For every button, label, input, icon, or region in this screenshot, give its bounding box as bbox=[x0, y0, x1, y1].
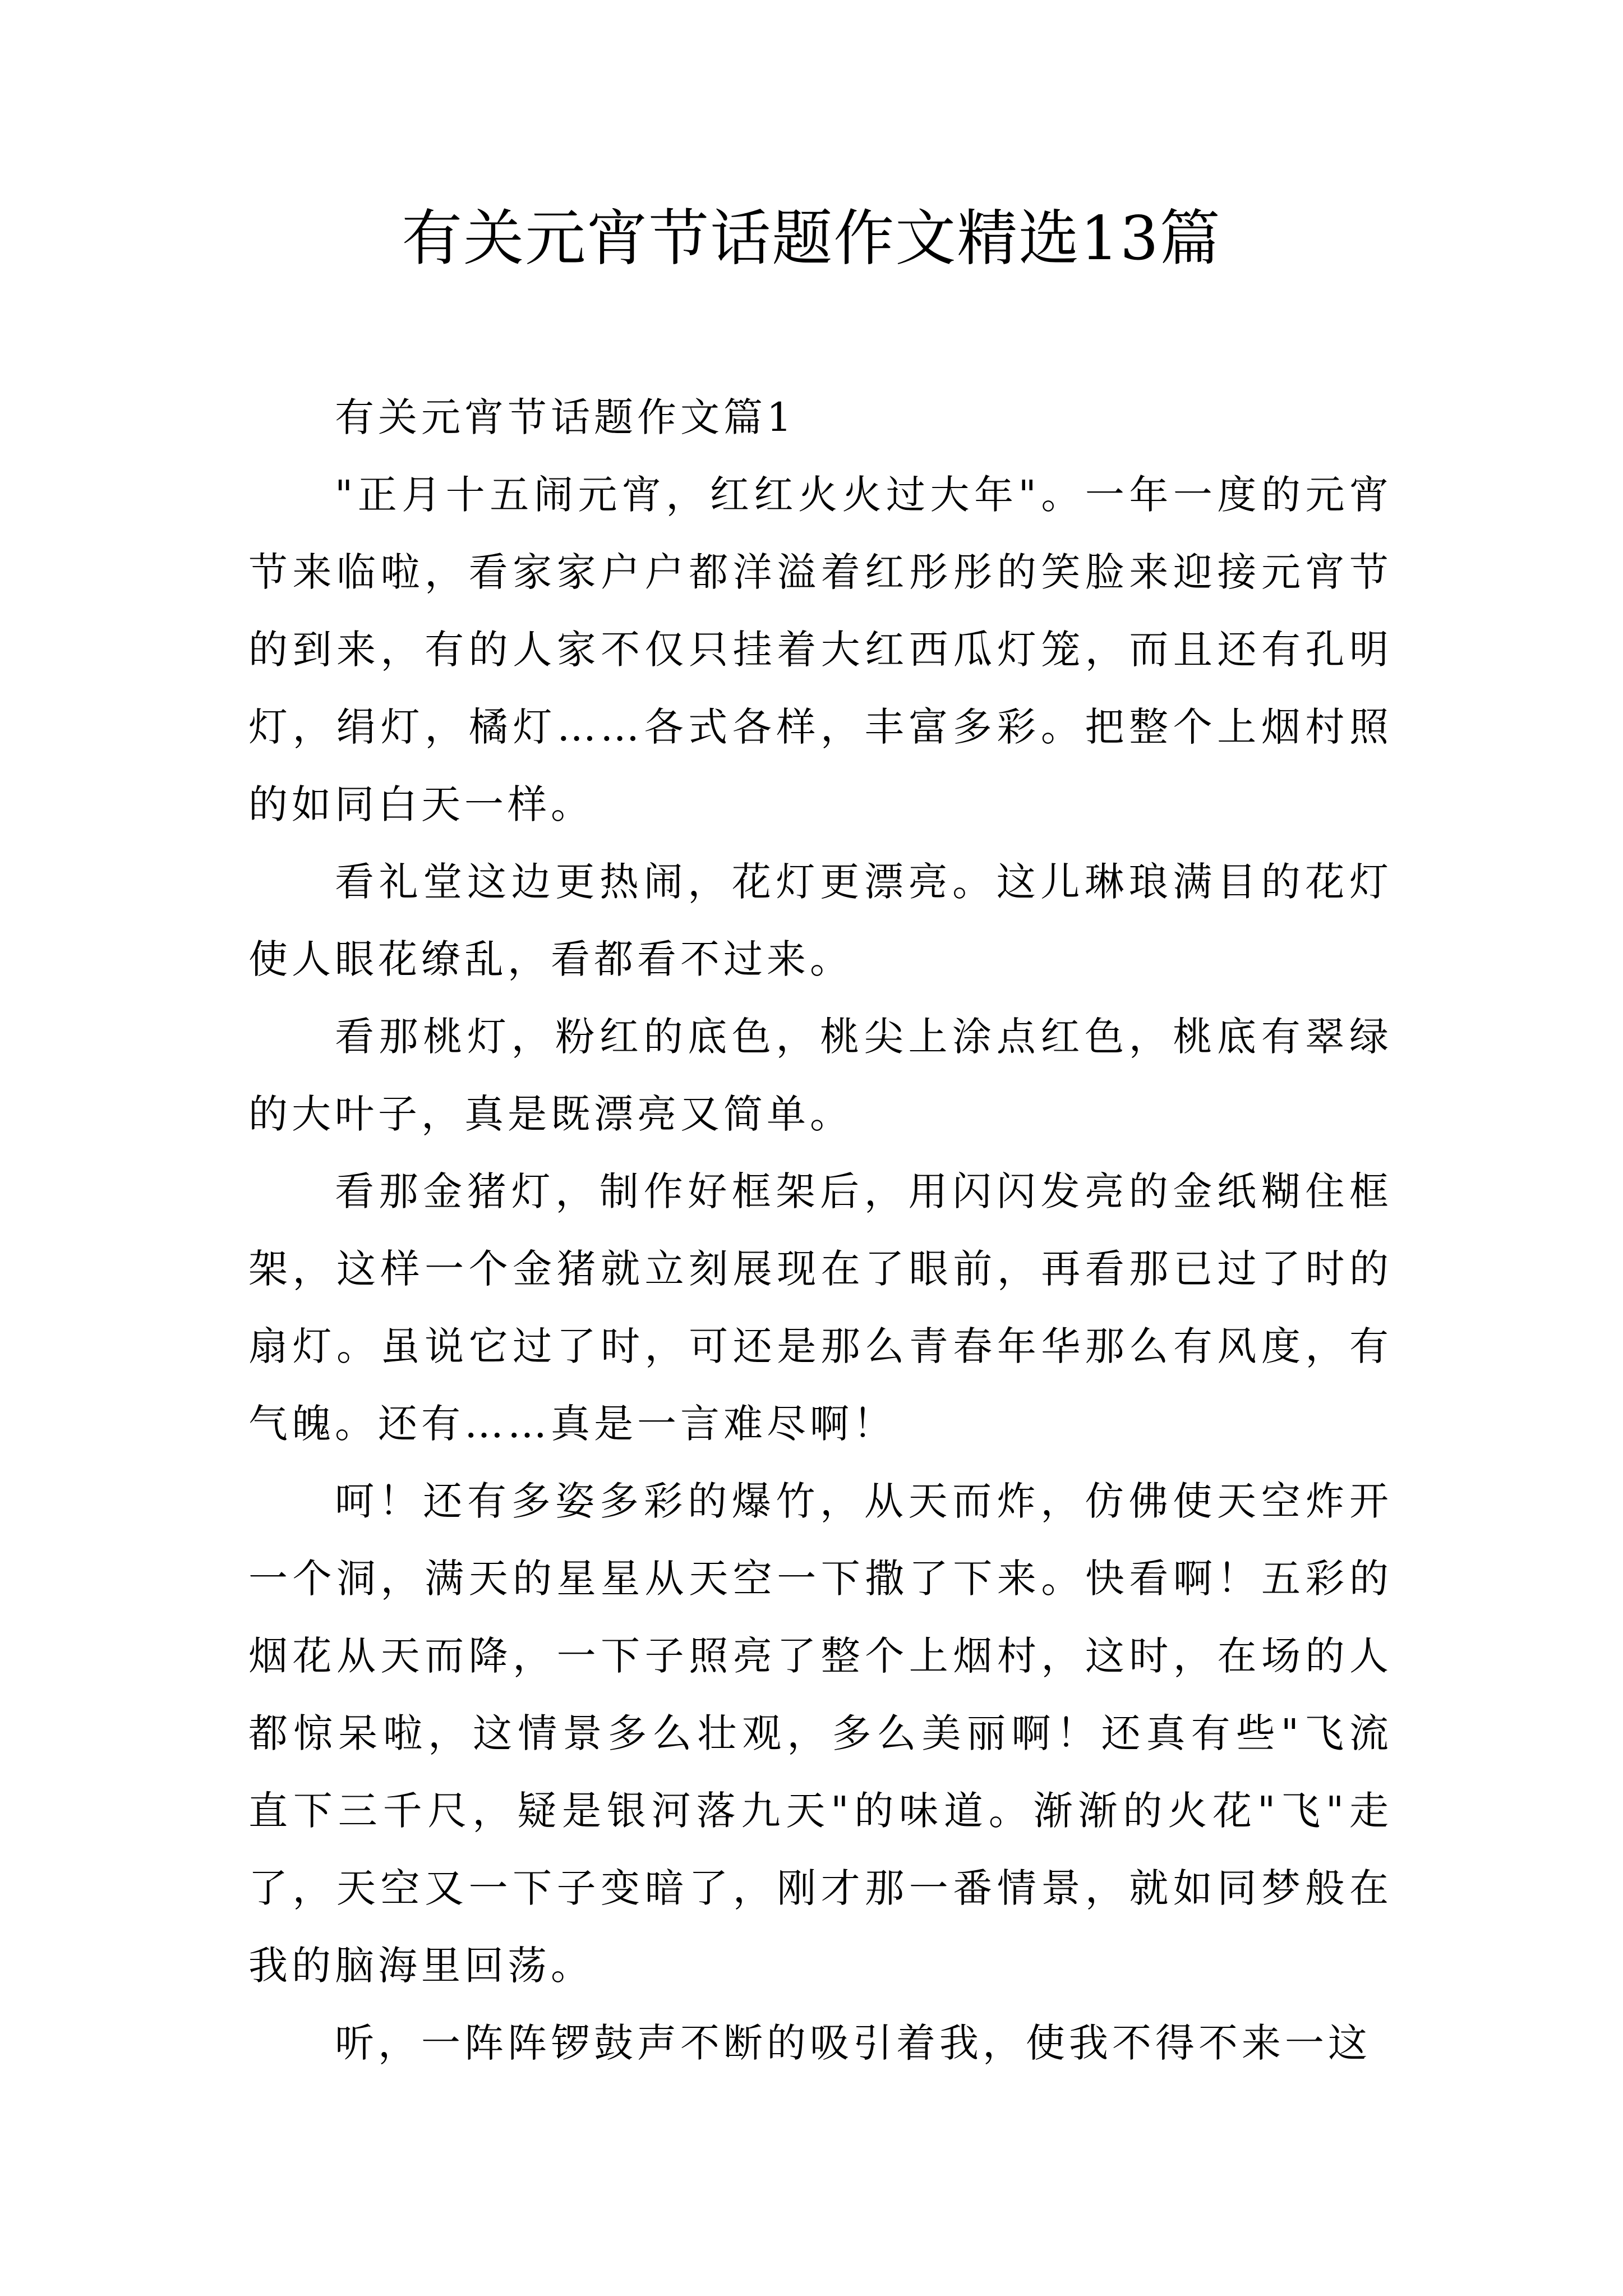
paragraph: 看那桃灯，粉红的底色，桃尖上涂点红色，桃底有翠绿的大叶子，真是既漂亮又简单。 bbox=[248, 1014, 1393, 1137]
paragraph: 听，一阵阵锣鼓声不断的吸引着我，使我不得不来一这 bbox=[335, 2020, 1371, 2066]
paragraph: "正月十五闹元宵，红红火火过大年"。一年一度的元宵节来临啦，看家家户户都洋溢着红彤彤的笑脸来迎接元宵节的到来，有的人家不仅只挂着大红西瓜灯笼，而且还有孔明灯，绢灯，橘灯……各式各样，丰富多彩。把整个上烟村照的如同白天一样。 bbox=[248, 472, 1393, 827]
document-title: 有关元宵节话题作文精选13篇 bbox=[402, 204, 1221, 274]
section-heading: 有关元宵节话题作文篇1 bbox=[335, 394, 796, 440]
paragraph: 看礼堂这边更热闹，花灯更漂亮。这儿琳琅满目的花灯使人眼花缭乱，看都看不过来。 bbox=[248, 859, 1393, 982]
document-body bbox=[248, 379, 1393, 2082]
paragraph: 呵！还有多姿多彩的爆竹，从天而炸，仿佛使天空炸开一个洞，满天的星星从天空一下撒了下来。快看啊！五彩的烟花从天而降，一下子照亮了整个上烟村，这时，在场的人都惊呆啦，这情景多么壮观，多么美丽啊！还真有些"飞流直下三千尺，疑是银河落九天"的味道。渐渐的火花"飞"走了，天空又一下子变暗了，刚才那一番情景，就如同梦般在我的脑海里回荡。 bbox=[248, 1478, 1393, 1989]
paragraph: 看那金猪灯，制作好框架后，用闪闪发亮的金纸糊住框架，这样一个金猪就立刻展现在了眼前，再看那已过了时的扇灯。虽说它过了时，可还是那么青春年华那么有风度，有气魄。还有……真是一言难尽啊！ bbox=[248, 1168, 1393, 1447]
